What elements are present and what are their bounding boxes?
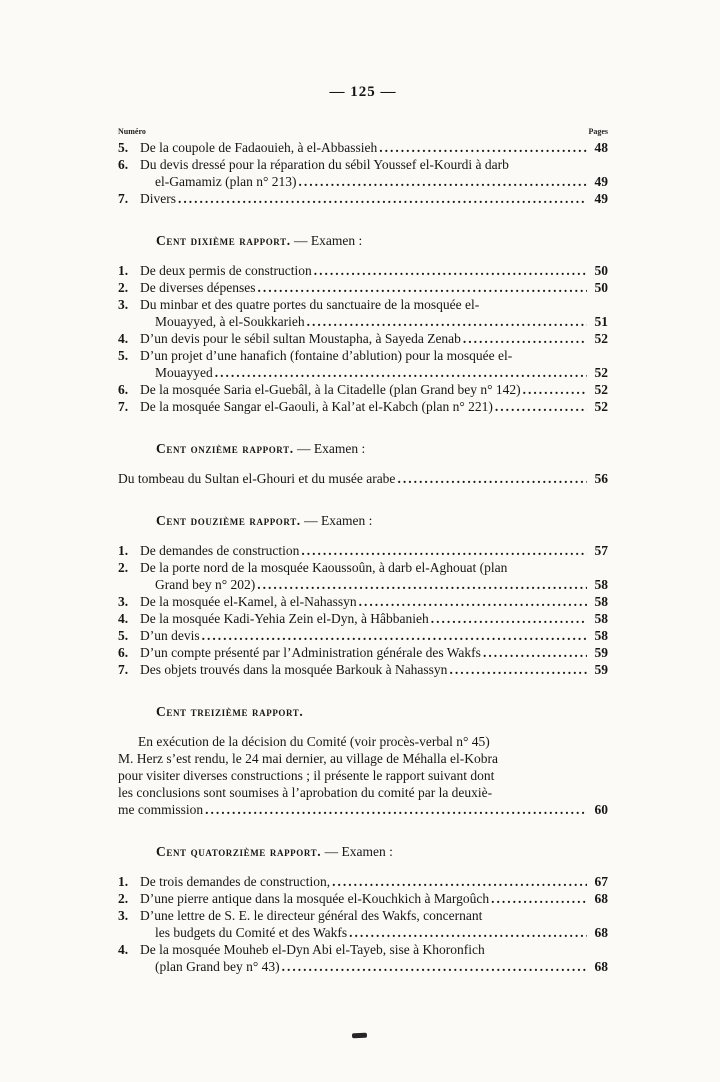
dot-leader [359,593,587,610]
dot-leader [282,958,587,975]
entry-text: Du tombeau du Sultan el-Ghouri et du musée arabe [118,471,396,486]
dot-leader [523,381,587,398]
report-section [118,233,608,415]
entry-body [140,644,608,661]
toc-entry [118,470,608,487]
entry-line [140,644,608,661]
dot-leader [483,644,587,661]
entry-line [140,924,608,941]
toc-entry [118,559,608,593]
entry-body [140,262,608,279]
entry-text: D’une pierre antique dans la mosquée el-Kouchkich à Margoûch [140,891,490,906]
dot-leader [491,890,587,907]
entry-page-number: 49 [594,174,608,189]
entry-number: 3. [118,594,129,609]
entry-line [140,958,608,975]
section-heading-suffix: — Examen : [293,441,366,456]
entry-page-number: 52 [594,382,608,397]
entry-page-number: 58 [594,628,608,643]
toc-entry [118,593,608,610]
toc-entry [118,398,608,415]
toc-sections [118,139,608,975]
dot-leader [298,173,587,190]
entry-page-number: 52 [594,365,608,380]
entry-body [140,941,608,975]
dot-leader [397,470,587,487]
entry-text: D’un compte présenté par l’Administration générale des Wakfs [140,645,481,660]
entry-page-number: 58 [594,594,608,609]
entry-number: 2. [118,891,129,906]
section-heading [156,844,608,860]
section-heading [156,233,608,249]
section-heading-suffix: — Examen : [290,233,363,248]
entry-line [140,661,608,678]
entry-text: D’une lettre de S. E. le directeur général des Wakfs, concernant [140,908,483,923]
entry-body [140,156,608,190]
entry-text: D’un devis pour le sébil sultan Moustapha, à Sayeda Zenab [140,331,461,346]
entry-line [140,576,608,593]
entry-body [140,873,608,890]
dot-leader [314,262,587,279]
dot-leader [178,190,587,207]
dot-leader [257,576,587,593]
column-labels-row [118,127,608,136]
entry-line [140,610,608,627]
entry-line [140,593,608,610]
page-number-header: — 125 — [329,84,397,100]
toc-entry [118,330,608,347]
entry-number: 7. [118,191,129,206]
entry-text: Mouayyed, à el-Soukkarieh [155,314,305,329]
toc-entry [118,139,608,156]
entry-page-number: 49 [594,191,608,206]
entry-body [118,470,608,487]
entry-page-number: 59 [594,645,608,660]
entry-line [118,470,608,487]
toc-entry [118,890,608,907]
toc-entry [118,610,608,627]
entry-line [140,139,608,156]
entry-body [140,593,608,610]
entry-text: Grand bey n° 202) [155,577,256,592]
entry-text: pour visiter diverses constructions ; il présente le rapport suivant dont [118,768,495,783]
entry-text: De trois demandes de construction, [140,874,331,889]
toc-entry [118,262,608,279]
entry-body [118,733,608,818]
entry-body [140,542,608,559]
scan-artifact-mark [352,1033,367,1039]
entry-number: 6. [118,645,129,660]
entry-page-number: 58 [594,611,608,626]
dot-leader [205,801,587,818]
entry-page-number: 68 [594,891,608,906]
entry-text: De la mosquée Sangar el-Gaouli, à Kal’at el-Kabch (plan n° 221) [140,399,493,414]
entry-page-number: 50 [594,280,608,295]
entry-text: Du minbar et des quatre portes du sanctuaire de la mosquée el- [140,297,480,312]
entry-number: 2. [118,280,129,295]
entry-text: el-Gamamiz (plan n° 213) [155,174,297,189]
dot-leader [307,313,587,330]
entry-page-number: 52 [594,399,608,414]
dot-leader [431,610,587,627]
entry-line [118,801,608,818]
entry-number: 2. [118,560,129,575]
toc-entry [118,627,608,644]
entry-text: Du devis dressé pour la réparation du sébil Youssef el-Kourdi à darb [140,157,509,172]
toc-entry [118,644,608,661]
entry-page-number: 48 [594,140,608,155]
entry-number: 3. [118,908,129,923]
entry-line [140,190,608,207]
entry-text: M. Herz s’est rendu, le 24 mai dernier, au village de Méhalla el-Kobra [118,751,498,766]
entry-number: 6. [118,382,129,397]
section-heading [156,441,608,457]
section-heading-title: Cent douzième rapport. [156,513,301,528]
section-heading-title: Cent dixième rapport. [156,233,291,248]
entry-number: 5. [118,628,129,643]
entry-line [140,262,608,279]
toc-entry [118,156,608,190]
entry-line [140,542,608,559]
dot-leader [332,873,587,890]
toc-entry [118,279,608,296]
entry-number: 1. [118,263,129,278]
entry-page-number: 50 [594,263,608,278]
entry-text: De demandes de construction [140,543,300,558]
entry-body [140,190,608,207]
entry-line [140,398,608,415]
entry-line [140,627,608,644]
entry-text: les conclusions sont soumises à l’aprobation du comité par la deuxiè- [118,785,493,800]
entry-body [140,907,608,941]
entry-number: 5. [118,348,129,363]
entry-number: 1. [118,543,129,558]
section-heading [156,513,608,529]
entry-line [140,364,608,381]
entry-page-number: 56 [594,471,608,486]
section-heading-suffix: — Examen : [321,844,393,859]
dot-leader [449,661,587,678]
dot-leader [463,330,587,347]
entry-number: 4. [118,611,129,626]
entry-line [140,890,608,907]
entry-page-number: 68 [594,959,608,974]
entry-page-number: 57 [594,543,608,558]
entry-text: (plan Grand bey n° 43) [155,959,280,974]
entry-text: Des objets trouvés dans la mosquée Barkouk à Nahassyn [140,662,448,677]
toc-entry [118,190,608,207]
entry-text: De diverses dépenses [140,280,256,295]
dot-leader [301,542,587,559]
section-heading-title: Cent treizième rapport. [156,704,304,719]
entry-body [140,661,608,678]
dot-leader [215,364,587,381]
column-label-numero: Numéro [118,127,146,136]
dot-leader [257,279,587,296]
entry-number: 1. [118,874,129,889]
toc-entry [118,542,608,559]
toc-entry [118,733,608,818]
entry-text: Mouayyed [155,365,213,380]
entry-number: 7. [118,399,129,414]
report-section [118,513,608,678]
entry-text: me commission [118,802,204,817]
toc-entry [118,661,608,678]
dot-leader [349,924,587,941]
entry-page-number: 68 [594,925,608,940]
toc-entry [118,347,608,381]
entry-page-number: 52 [594,331,608,346]
entry-line [140,313,608,330]
entry-text: D’un projet d’une hanafich (fontaine d’ablution) pour la mosquée el- [140,348,513,363]
entry-text: les budgets du Comité et des Wakfs [155,925,348,940]
entry-line [140,330,608,347]
entry-text: De deux permis de construction [140,263,312,278]
entry-page-number: 58 [594,577,608,592]
entry-body [140,330,608,347]
entry-body [140,559,608,593]
entry-page-number: 59 [594,662,608,677]
entry-page-number: 60 [594,802,608,817]
section-heading [156,704,608,720]
entry-number: 4. [118,942,129,957]
report-section [118,704,608,818]
entry-body [140,296,608,330]
entry-text: De la porte nord de la mosquée Kaoussoûn, à darb el-Aghouat (plan [140,560,508,575]
entry-line [140,173,608,190]
entry-line [140,873,608,890]
entry-page-number: 51 [594,314,608,329]
entry-line [140,381,608,398]
entry-body [140,279,608,296]
report-section [118,844,608,975]
report-section [118,441,608,487]
toc-entry [118,941,608,975]
entry-body [140,347,608,381]
entry-text: Divers [140,191,176,206]
dot-leader [379,139,587,156]
entry-text: De la mosquée Saria el-Guebâl, à la Citadelle (plan Grand bey n° 142) [140,382,521,397]
entry-body [140,398,608,415]
entry-body [140,610,608,627]
entry-body [140,627,608,644]
section-heading-suffix: — Examen : [300,513,373,528]
entry-text: D’un devis [140,628,200,643]
dot-leader [202,627,587,644]
entry-number: 7. [118,662,129,677]
entry-number: 4. [118,331,129,346]
entry-text: De la mosquée Kadi-Yehia Zein el-Dyn, à Hâbbanieh [140,611,429,626]
entry-body [140,890,608,907]
toc-entry [118,296,608,330]
entry-line [140,279,608,296]
section-heading-title: Cent quatorzième rapport. [156,844,322,859]
entry-page-number: 67 [594,874,608,889]
toc-entry [118,381,608,398]
toc-entry [118,873,608,890]
entry-number: 5. [118,140,129,155]
entry-text: De la coupole de Fadaouieh, à el-Abbassieh [140,140,378,155]
column-label-pages: Pages [588,127,608,136]
entry-body [140,139,608,156]
entry-number: 6. [118,157,129,172]
entry-text: De la mosquée el-Kamel, à el-Nahassyn [140,594,357,609]
toc-entry [118,907,608,941]
dot-leader [495,398,587,415]
entry-text: De la mosquée Mouheb el-Dyn Abi el-Tayeb, sise à Khoronfich [140,942,485,957]
report-section [118,139,608,207]
entry-text: En exécution de la décision du Comité (voir procès-verbal n° 45) [138,734,490,749]
entry-body [140,381,608,398]
entry-number: 3. [118,297,129,312]
section-heading-title: Cent onzième rapport. [156,441,294,456]
